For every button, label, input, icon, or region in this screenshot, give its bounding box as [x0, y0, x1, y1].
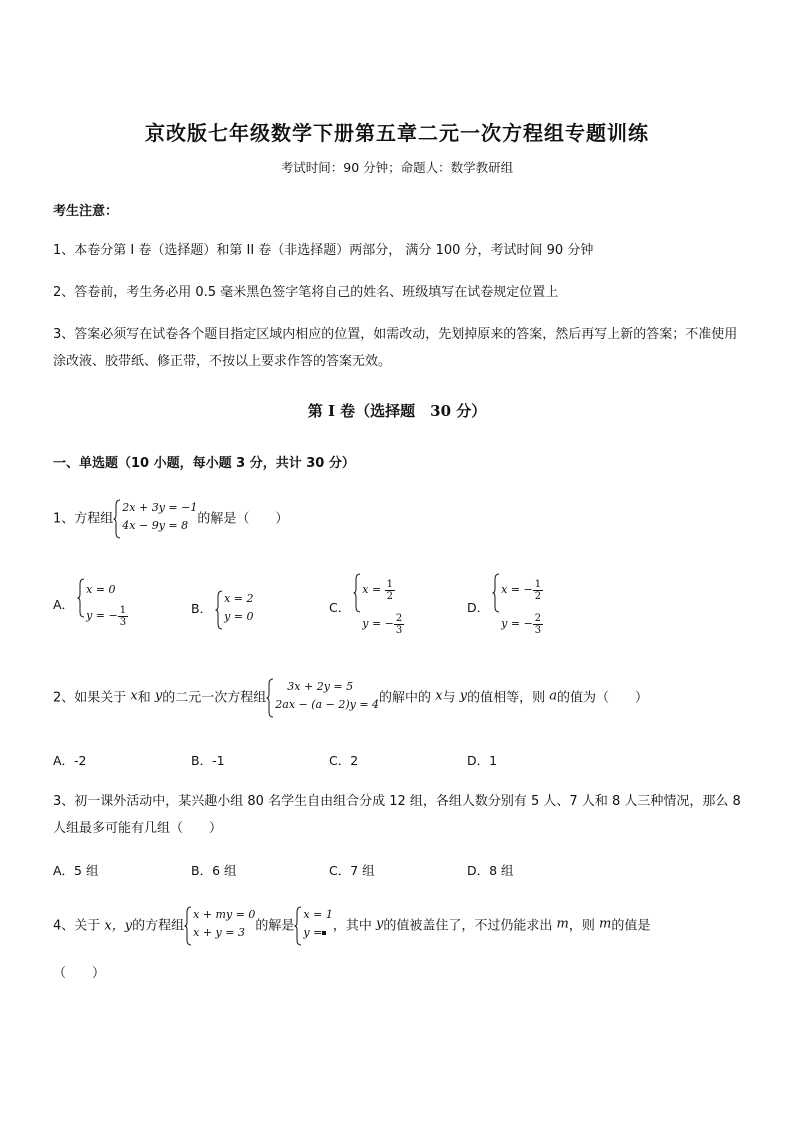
option-label: B．	[191, 601, 213, 616]
brace-icon	[184, 906, 192, 946]
equation-2: 2ax − (a − 2)y = 4	[275, 698, 380, 711]
question-4-text: 的值被盖住了，不过仍能求出	[383, 918, 553, 934]
notice-heading: 考生注意：	[53, 204, 119, 219]
option-label: C．	[329, 600, 351, 615]
question-2-text: 的值相等，则	[467, 690, 546, 706]
option-system	[215, 590, 253, 626]
equation-1: 3x + 2y = 5	[287, 680, 354, 693]
option-y-lhs: y = −	[501, 617, 533, 630]
equation-2: 4x − 9y = 8	[122, 519, 189, 532]
fraction-numerator: 1	[534, 578, 542, 590]
var-m: m	[599, 916, 612, 932]
notice-item-1: 1、本卷分第 I 卷（选择题）和第 II 卷（非选择题）两部分， 满分 100 分，考试时间 90 分钟	[53, 243, 594, 258]
var-y: y	[459, 688, 468, 704]
equation-1: x + my = 0	[193, 908, 256, 921]
var-y: y	[154, 688, 163, 704]
var-a: a	[549, 688, 557, 704]
answer-paren: （ ）	[53, 966, 106, 981]
document-subtitle: 考试时间：90 分钟；命题人：数学教研组	[280, 160, 514, 175]
option-3b[interactable]: B．6 组	[191, 863, 237, 878]
question-1	[53, 499, 288, 535]
brace-icon	[113, 499, 121, 539]
ink-blot-icon	[322, 931, 326, 935]
option-label: A．	[53, 597, 75, 612]
question-4-suffix: 的值是	[611, 918, 651, 934]
question-4-system	[184, 906, 255, 942]
question-4	[53, 906, 650, 942]
var-y: y	[376, 916, 384, 932]
option-1c[interactable]	[329, 573, 404, 641]
brace-icon	[77, 578, 85, 618]
notice-item-2: 2、答卷前，考生务必用 0.5 毫米黑色签字笔将自己的姓名、班级填写在试卷规定位置上	[53, 285, 559, 300]
fraction-denominator: 3	[534, 624, 542, 636]
question-2-text: 的解中的	[379, 690, 432, 706]
var-x: x	[130, 688, 138, 704]
option-2c[interactable]: C．2	[329, 753, 359, 768]
option-label: D．	[467, 600, 490, 615]
solution-y: y =	[303, 926, 323, 939]
option-y: y = 0	[224, 610, 254, 623]
question-2-system	[266, 678, 379, 714]
part-heading: 一、单选题（10 小题，每小题 3 分，共计 30 分）	[53, 456, 355, 471]
option-y-lhs: y = −	[362, 617, 394, 630]
option-y-lhs: y = −	[86, 609, 118, 622]
question-3: 3、初一课外活动中，某兴趣小组 80 名学生自由组合分成 12 组，各组人数分别有 5 人、7 人和 8 人三种情况，那么 8 人组最多可能有几组（ ）	[53, 794, 741, 836]
option-1b[interactable]	[191, 590, 254, 626]
question-4-text: 的方程组	[132, 918, 185, 934]
option-3a[interactable]: A．5 组	[53, 863, 99, 878]
fraction-numerator: 1	[119, 604, 127, 616]
brace-icon	[266, 678, 274, 718]
question-2-suffix: 的值为（ ）	[556, 690, 648, 706]
question-4-text: 的解是	[255, 918, 295, 934]
question-4-text: ，其中	[332, 918, 372, 934]
question-1-prefix: 1、方程组	[53, 511, 114, 527]
section-title: 第 I 卷（选择题 30 分）	[307, 402, 487, 420]
option-3c[interactable]: C．7 组	[329, 863, 375, 878]
brace-icon	[492, 573, 500, 613]
brace-icon	[353, 573, 361, 613]
option-1d[interactable]	[467, 573, 543, 641]
question-2-text: 和	[137, 690, 151, 706]
notice-item-3: 3、答案必须写在试卷各个题目指定区域内相应的位置，如需改动，先划掉原来的答案，然后再写上新的答案；不准使用涂改液、胶带纸、修正带，不按以上要求作答的答案无效。	[53, 327, 738, 369]
question-2-text: 的二元一次方程组	[162, 690, 267, 706]
question-4-prefix: 4、关于	[53, 918, 101, 934]
brace-icon	[215, 590, 223, 630]
option-system	[492, 573, 543, 641]
brace-icon	[294, 906, 302, 946]
option-x-lhs: x =	[362, 583, 385, 596]
option-x-lhs: x = −	[501, 583, 533, 596]
fraction-denominator: 2	[386, 590, 394, 602]
option-1a[interactable]	[53, 578, 128, 630]
option-system	[353, 573, 404, 641]
var-x: x	[435, 688, 443, 704]
fraction-numerator: 2	[534, 612, 542, 624]
equation-1: 2x + 3y = −1	[122, 501, 198, 514]
question-4-text: ，则	[568, 918, 595, 934]
question-4-solution	[294, 906, 332, 942]
option-2a[interactable]: A．-2	[53, 753, 87, 768]
solution-x: x = 1	[303, 908, 333, 921]
equation-2: x + y = 3	[193, 926, 245, 939]
fraction-denominator: 3	[395, 624, 403, 636]
question-1-system	[113, 499, 197, 535]
document-title: 京改版七年级数学下册第五章二元一次方程组专题训练	[145, 121, 649, 145]
question-2	[53, 678, 648, 714]
option-x: x = 2	[224, 592, 254, 605]
fraction-denominator: 2	[534, 590, 542, 602]
var-m: m	[556, 916, 569, 932]
question-2-prefix: 2、如果关于	[53, 690, 127, 706]
question-1-suffix: 的解是（ ）	[197, 511, 289, 527]
fraction-denominator: 3	[119, 616, 127, 628]
vars-xy: x，y	[104, 918, 133, 934]
question-2-text: 与	[442, 690, 456, 706]
option-2d[interactable]: D．1	[467, 753, 498, 768]
option-2b[interactable]: B．-1	[191, 753, 225, 768]
option-system	[77, 578, 128, 630]
fraction-numerator: 1	[386, 578, 394, 590]
option-3d[interactable]: D．8 组	[467, 863, 514, 878]
option-x: x = 0	[86, 583, 116, 596]
fraction-numerator: 2	[395, 612, 403, 624]
